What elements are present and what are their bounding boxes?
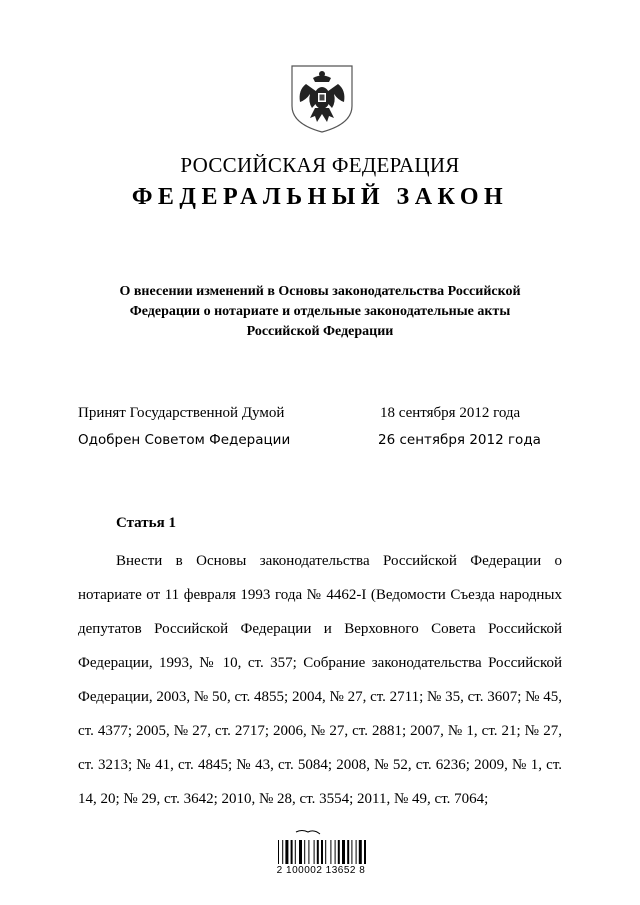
duma-label: Принят Государственной Думой (78, 405, 285, 421)
council-date: 26 сентября 2012 года (378, 432, 541, 448)
law-type-heading: ФЕДЕРАЛЬНЫЙ ЗАКОН (131, 184, 509, 210)
council-label: Одобрен Советом Федерации (78, 432, 291, 448)
article-heading: Статья 1 (116, 515, 176, 531)
coat-of-arms-icon (288, 62, 356, 134)
barcode-icon (272, 828, 370, 888)
law-title: О внесении изменений в Основы законодательства Российской Федерации о нотариате и отдельные законодательные акты Российской Федерации (119, 284, 521, 339)
duma-date: 18 сентября 2012 года (380, 405, 521, 421)
state-name: РОССИЙСКАЯ ФЕДЕРАЦИЯ (180, 153, 460, 177)
barcode-number: 2 100002 13652 8 (276, 865, 366, 876)
article-body: Внести в Основы законодательства Российской Федерации о нотариате от 11 февраля 1993 года № 4462-I (Ведомости Съезда народных депутатов Российской Федерации и Верховного Совета Российской Федерации, 1993, № 10, ст. 357; Собрание законодательства Российской Федерации, 2003, № 50, ст. 4855; 2004, № 27, ст. 2711; № 35, ст. 3607; № 45, ст. 4377; 2005, № 27, ст. 2717; 2006, № 27, ст. 2881; 2007, № 1, ст. 21; № 27, ст. 3213; № 41, ст. 4845; № 43, ст. 5084; 2008, № 52, ст. 6236; 2009, № 1, ст. 14, 20; № 29, ст. 3642; 2010, № 28, ст. 3554; 2011, № 49, ст. 7064; (78, 553, 562, 807)
